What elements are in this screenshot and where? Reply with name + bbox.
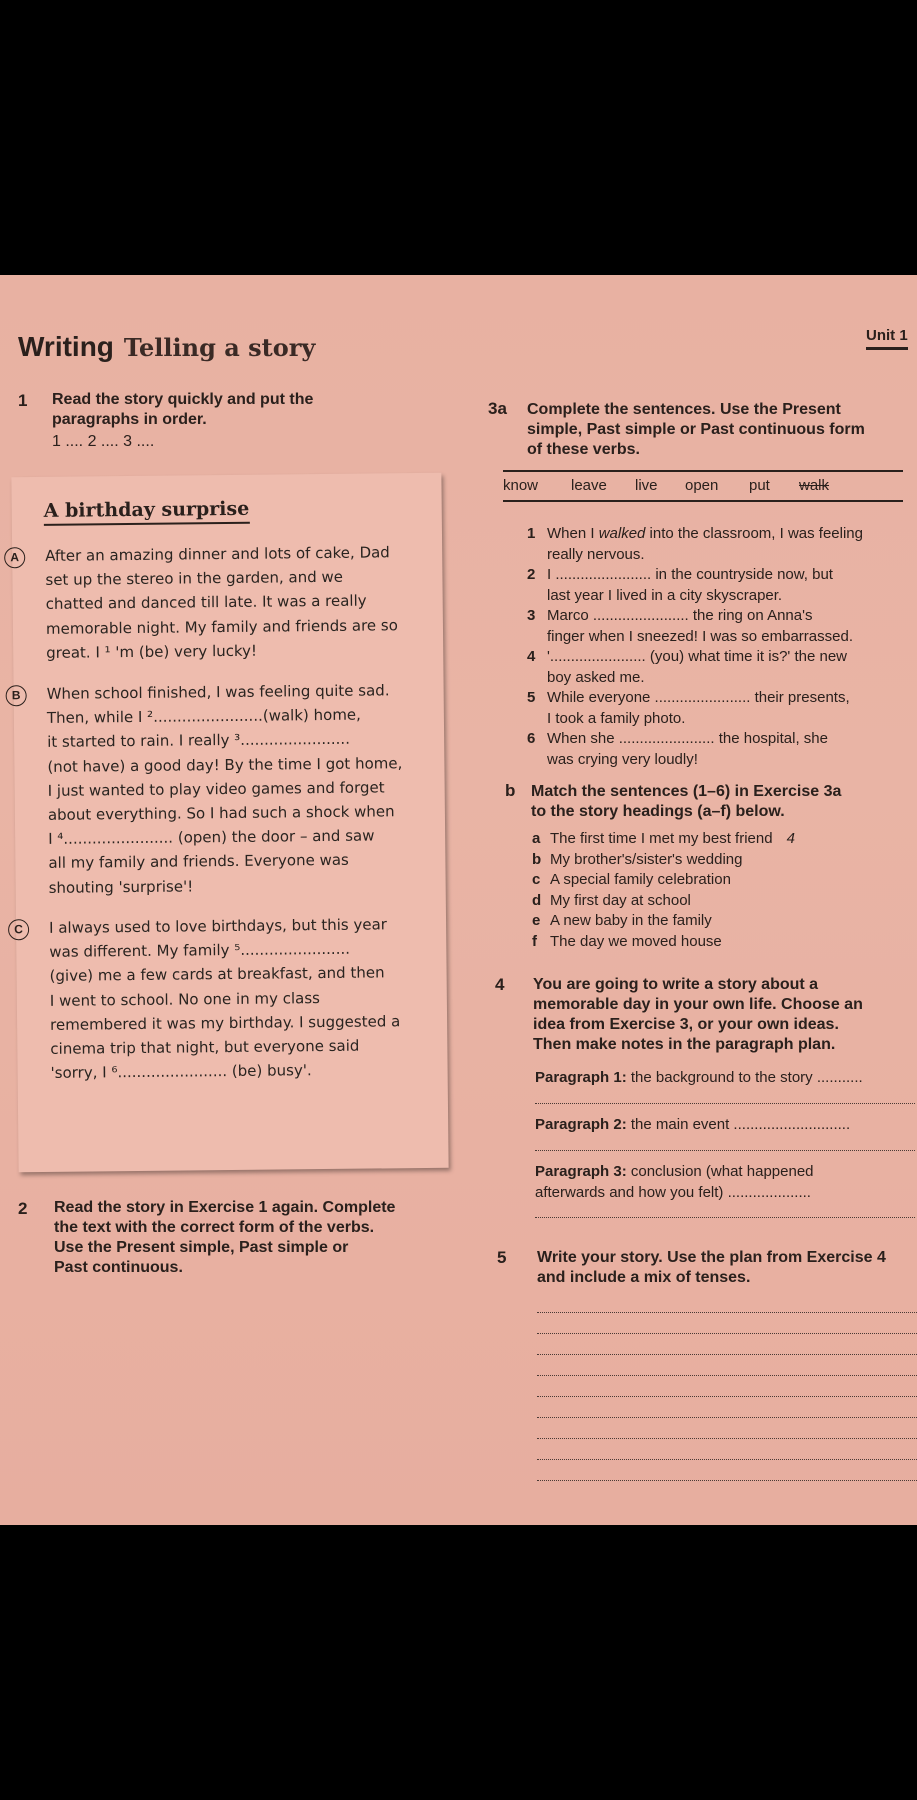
heading-item[interactable] (532, 850, 902, 871)
section-title: Writing (18, 331, 114, 362)
writing-line[interactable] (537, 1438, 917, 1439)
ex2-number: 2 (18, 1199, 28, 1218)
story-line: it started to rain. I really ³....................... (47, 730, 351, 752)
verb-word-box (503, 470, 903, 502)
story-line: When school finished, I was feeling quite sad. (46, 681, 390, 703)
ex3b-letter: b (505, 781, 516, 800)
item-letter: a (532, 830, 541, 847)
plan-label: Paragraph 3: (535, 1163, 627, 1180)
story-title: A birthday surprise (44, 498, 250, 526)
story-line: all my family and friends. Everyone was (48, 851, 349, 873)
item-line: '....................... (you) what time it is?' the new (547, 648, 847, 665)
story-line: memorable night. My family and friends are so (45, 615, 398, 638)
item-text: A special family celebration (550, 871, 731, 888)
writing-line[interactable] (537, 1480, 917, 1481)
ex4-line: memorable day in your own life. Choose an (533, 996, 863, 1013)
ex5-instruction (537, 1248, 917, 1288)
item-text (547, 729, 828, 770)
ex4-number: 4 (495, 975, 505, 994)
item-line: Marco ....................... the ring on Anna's (547, 607, 813, 624)
plan-text: the main event ............................ (630, 1116, 851, 1133)
heading-item[interactable] (532, 932, 902, 953)
item-text (547, 688, 850, 729)
item-line: I took a family photo. (547, 709, 686, 727)
story-line: was different. My family ⁵....................... (49, 939, 351, 962)
writing-line[interactable] (537, 1354, 917, 1355)
ex1-order-answers[interactable]: 1 .... 2 .... 3 .... (52, 433, 155, 450)
item-text: My first day at school (550, 891, 691, 909)
story-line: I always used to love birthdays, but this year (48, 915, 387, 937)
writing-line[interactable] (537, 1375, 917, 1376)
item-number: 2 (527, 566, 536, 583)
item-text: My brother's/sister's wedding (550, 850, 743, 868)
item-text-prefix: When I (547, 525, 599, 542)
ex1-number: 1 (18, 391, 28, 410)
item-line: really nervous. (547, 545, 645, 563)
ex3b-line: Match the sentences (1–6) in Exercise 3a (531, 783, 842, 800)
item-text (547, 565, 833, 606)
ex3a-item[interactable] (527, 606, 907, 647)
ex4-line: Then make notes in the paragraph plan. (533, 1036, 836, 1053)
story-line: shouting 'surprise'! (48, 877, 194, 897)
ex1-instruction (52, 390, 382, 430)
item-number: 4 (527, 648, 536, 665)
handwritten-answer: 4 (786, 830, 795, 847)
item-text: The first time I met my best friend (550, 830, 773, 847)
writing-line[interactable] (537, 1396, 917, 1397)
item-line: While everyone ....................... their presents, (547, 689, 850, 706)
plan-text: afterwards and how you felt) .................... (535, 1183, 811, 1201)
paragraph-plan-2[interactable] (535, 1115, 915, 1136)
item-line: When she ....................... the hospital, she (547, 730, 828, 747)
ex2-line: Read the story in Exercise 1 again. Complete (54, 1199, 396, 1216)
item-line: was crying very loudly! (547, 750, 698, 768)
ex5-line: Write your story. Use the plan from Exercise 4 (537, 1249, 886, 1266)
paragraph-letter-b: B (6, 685, 27, 706)
story-paragraph-b (47, 678, 444, 900)
ex3a-item (527, 524, 907, 565)
section-subtitle: Telling a story (123, 333, 316, 362)
answer-line[interactable] (535, 1217, 915, 1218)
story-card (11, 473, 448, 1172)
item-text (547, 647, 847, 688)
writing-line[interactable] (537, 1417, 917, 1418)
story-line: (give) me a few cards at breakfast, and then (49, 963, 385, 986)
story-line: set up the stereo in the garden, and we (45, 568, 344, 590)
paragraph-letter-c: C (8, 919, 29, 940)
story-paragraph-a (45, 540, 441, 665)
heading-item[interactable] (532, 829, 902, 850)
heading-item[interactable] (532, 891, 902, 912)
story-line: great. I ¹ 'm (be) very lucky! (46, 641, 258, 662)
item-text (547, 524, 863, 565)
plan-label: Paragraph 1: (535, 1069, 627, 1086)
item-letter: c (532, 871, 541, 888)
heading-item[interactable] (532, 911, 902, 932)
item-line: finger when I sneezed! I was so embarrassed. (547, 627, 853, 645)
ex3a-number: 3a (488, 399, 507, 418)
ex3b-line: to the story headings (a–f) below. (531, 803, 785, 820)
story-line: I just wanted to play video games and forget (47, 778, 385, 800)
item-line: last year I lived in a city skyscraper. (547, 586, 783, 604)
paragraph-plan-3[interactable] (535, 1162, 915, 1203)
paragraph-letter-a: A (4, 547, 25, 568)
verb-word-crossed: walk (799, 477, 830, 494)
ex3a-line: Complete the sentences. Use the Present (527, 401, 841, 418)
ex3a-items (527, 524, 907, 770)
item-text: A new baby in the family (550, 912, 712, 929)
ex4-line: idea from Exercise 3, or your own ideas. (533, 1016, 839, 1033)
verb-word: know (503, 477, 539, 494)
story-line: remembered it was my birthday. I suggested a (50, 1012, 401, 1034)
ex2-line: Use the Present simple, Past simple or (54, 1239, 349, 1256)
story-line: 'sorry, I ⁶....................... (be) busy'. (50, 1061, 312, 1083)
item-number: 5 (527, 689, 536, 706)
ex3b-instruction (531, 782, 906, 822)
verb-word: put (749, 477, 770, 494)
item-number: 6 (527, 730, 536, 747)
story-line: chatted and danced till late. It was a really (45, 591, 367, 614)
ex3a-instruction (527, 400, 902, 460)
ex2-instruction (54, 1198, 444, 1278)
story-line: cinema trip that night, but everyone said (50, 1036, 360, 1058)
story-line: Then, while I ².......................(walk) home, (46, 705, 361, 728)
ex5-line: and include a mix of tenses. (537, 1269, 751, 1286)
item-text: The day we moved house (550, 932, 722, 950)
ex1-instruction-line: paragraphs in order. (52, 411, 207, 428)
verb-word: open (685, 477, 719, 494)
ex4-instruction (533, 975, 908, 1055)
ex4-line: You are going to write a story about a (533, 976, 819, 993)
example-answer: walked (598, 525, 646, 542)
ex2-line: the text with the correct form of the verbs. (54, 1219, 375, 1236)
paragraph-plan-1[interactable] (535, 1068, 915, 1089)
ex3a-item[interactable] (527, 565, 907, 606)
item-letter: e (532, 912, 541, 929)
story-line: (not have) a good day! By the time I got home, (47, 753, 403, 776)
item-text (547, 606, 853, 647)
writing-line[interactable] (537, 1459, 917, 1460)
ex3b-items (532, 829, 902, 952)
page-title (18, 331, 315, 363)
story-line: about everything. So I had such a shock when (47, 802, 395, 824)
plan-text: the background to the story ........... (630, 1069, 863, 1086)
story-paragraph-c (49, 912, 446, 1086)
plan-label: Paragraph 2: (535, 1116, 627, 1133)
item-number: 1 (527, 525, 536, 542)
ex3a-line: simple, Past simple or Past continuous form (527, 421, 865, 438)
ex3a-item[interactable] (527, 729, 907, 770)
unit-label: Unit 1 (866, 327, 908, 350)
item-line: boy asked me. (547, 668, 645, 686)
plan-text: conclusion (what happened (630, 1163, 814, 1180)
writing-line[interactable] (537, 1333, 917, 1334)
item-letter: b (532, 850, 542, 868)
ex3a-line: of these verbs. (527, 441, 640, 458)
story-line: I went to school. No one in my class (49, 988, 321, 1010)
story-line: After an amazing dinner and lots of cake, Dad (45, 543, 390, 565)
verb-word: leave (571, 477, 607, 494)
verb-word: live (635, 477, 658, 494)
ex2-line: Past continuous. (54, 1259, 183, 1276)
heading-item[interactable] (532, 870, 902, 891)
ex5-number: 5 (497, 1248, 507, 1267)
item-line: I ....................... in the countryside now, but (547, 566, 833, 583)
workbook-page (0, 275, 917, 1525)
ex1-instruction-line: Read the story quickly and put the (52, 391, 314, 408)
item-letter: d (532, 891, 542, 909)
ex3a-item[interactable] (527, 688, 907, 729)
item-number: 3 (527, 607, 536, 624)
writing-line[interactable] (537, 1312, 917, 1313)
answer-line[interactable] (535, 1150, 915, 1151)
item-text-suffix: into the classroom, I was feeling (645, 525, 863, 542)
ex3a-item[interactable] (527, 647, 907, 688)
item-letter: f (532, 932, 537, 950)
story-line: I ⁴....................... (open) the door – and saw (48, 826, 375, 849)
answer-line[interactable] (535, 1103, 915, 1104)
